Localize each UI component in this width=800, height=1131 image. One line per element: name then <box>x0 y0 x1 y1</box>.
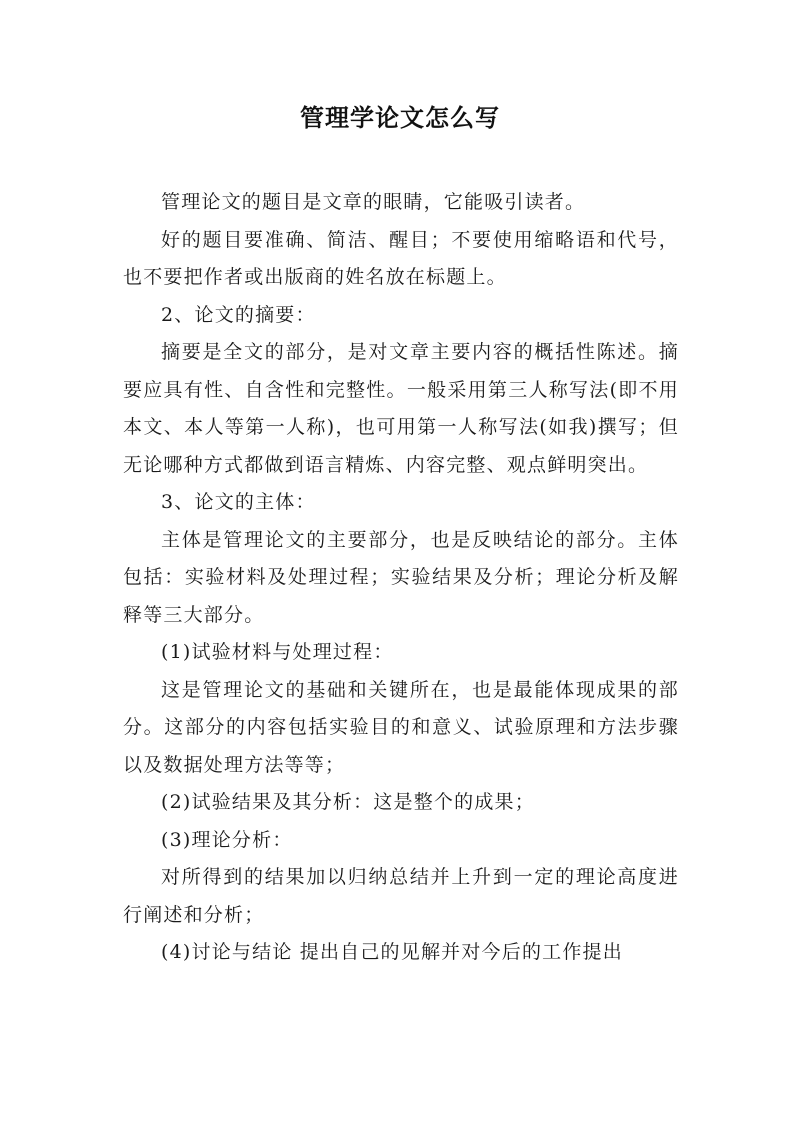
document-body <box>123 184 679 972</box>
paragraph: 好的题目要准确、简洁、醒目；不要使用缩略语和代号，也不要把作者或出版商的姓名放在标题上。 <box>123 228 679 288</box>
section-heading: 2、论文的摘要： <box>161 303 316 326</box>
subsection-heading: (1)试验材料与处理过程： <box>161 641 394 663</box>
subsection-heading: (4)讨论与结论 提出自己的见解并对今后的工作提出 <box>161 941 623 963</box>
paragraph: 这是管理论文的基础和关键所在，也是最能体现成果的部分。这部分的内容包括实验目的和意义、试验原理和方法步骤以及数据处理方法等等； <box>123 678 679 776</box>
document-title: 管理学论文怎么写 <box>300 104 500 132</box>
paragraph: 主体是管理论文的主要部分，也是反映结论的部分。主体包括：实验材料及处理过程；实验结果及分析；理论分析及解释等三大部分。 <box>123 528 679 626</box>
section-heading: 3、论文的主体： <box>161 491 316 513</box>
paragraph: 对所得到的结果加以归纳总结并上升到一定的理论高度进行阐述和分析； <box>123 866 679 926</box>
subsection-heading: (2)试验结果及其分析：这是整个的成果； <box>161 791 535 813</box>
subsection-heading: (3)理论分析： <box>161 828 293 851</box>
paragraph: 摘要是全文的部分，是对文章主要内容的概括性陈述。摘要应具有性、自含性和完整性。一般采用第三人称写法(即不用本文、本人等第一人称)，也可用第一人称写法(如我)撰写；但无论哪种方式都做到语言精炼、内容完整、观点鲜明突出。 <box>123 341 679 476</box>
paragraph: 管理论文的题目是文章的眼睛，它能吸引读者。 <box>161 191 586 213</box>
